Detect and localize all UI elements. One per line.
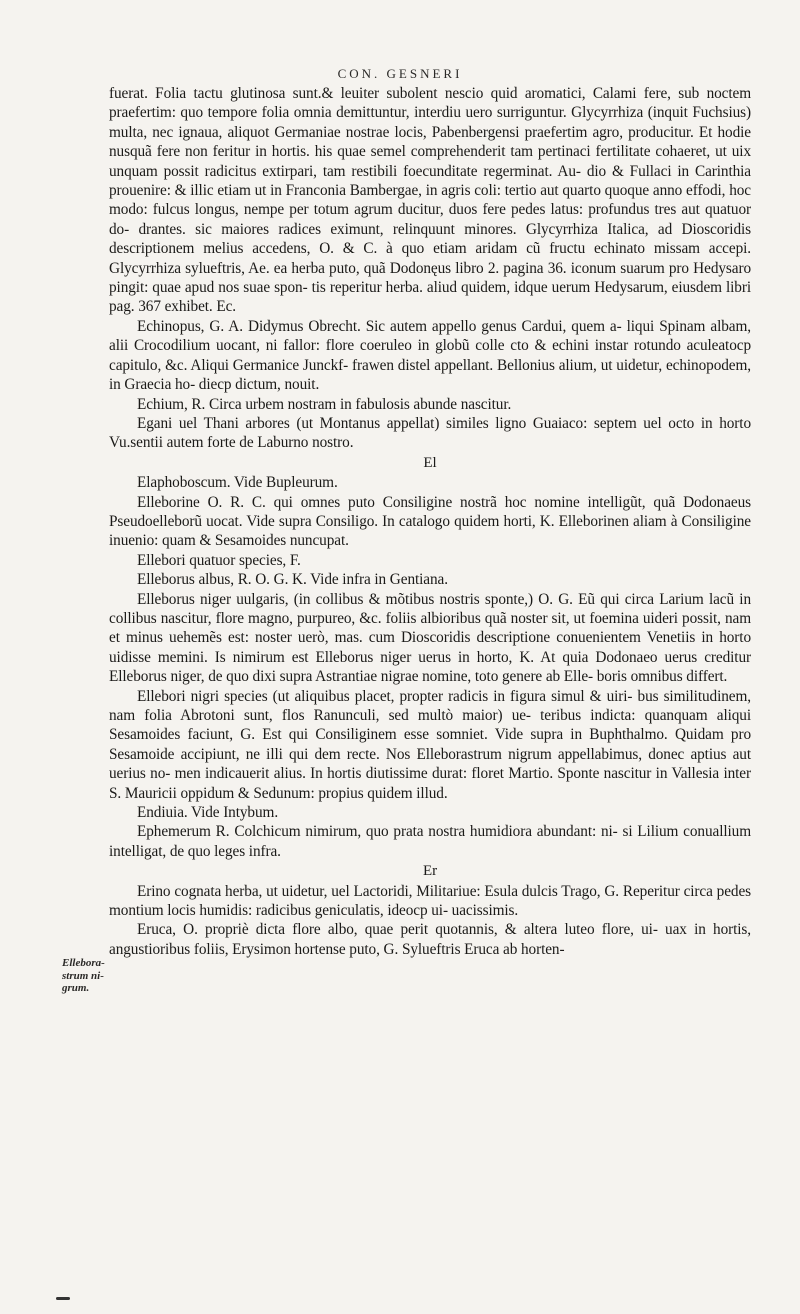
main-text <box>109 84 751 959</box>
marginal-note-line: grum. <box>62 982 90 995</box>
paragraph: Eruca, O. propriè dicta flore albo, quae perit quotannis, & altera luteo flore, ui- uax in hortis, angustioribus foliis, Erysimon hortense puto, G. Sylueftris Eruca ab horten- <box>109 921 751 958</box>
paragraph: fuerat. Folia tactu glutinosa sunt.& leuiter subolent nescio quid aromatici, Calami fere, sub noctem praefertim: quo tempore folia omnia demittuntur, interdiu uero surriguntur. Glycyrrhiza (inquit Fuchsius) multa, nec ignaua, aliquot Germaniae nostrae locis, Pabenbergensi praefertim agro, producitur. Et hodie nusquã fere non feritur in hortis. his quae semel comprehenderit tam pertinaci fertilitate cohaeret, ut uix unquam possit radicitus extirpari, tam restibili foecunditate regerminat. Au- dio & Fullaci in Carinthia prouenire: & illic etiam ut in Franconia Bambergae, in agris coli: tertio aut quarto quoque anno effodi, hoc modo: fulcus longus, nempe per totum agrum ducitur, duos fere pedes latus: profundus tres aut quatuor do- drantes. sic maiores radices eximunt, relinquunt minores. Glycyrrhiza Italica, ad Dioscoridis descriptionem melius accedens, O. & C. à quo etiam aridam cũ fructu echinato missam accepi. Glycyrrhiza sylueftris, Ae. ea herba puto, quã Dodonęus libro 2. pagina 36. iconum suarum pro Hedysaro pingit: quae apud nos suae spon- tis reperitur herba. aliud quidem, idque uerum Hedysarum, eiusdem libri pag. 367 exhibet. Ec. <box>109 85 751 316</box>
paragraph: Egani uel Thani arbores (ut Montanus appellat) similes ligno Guaiaco: septem uel octo in horto Vu.sentii autem forte de Laburno nostro. <box>109 414 751 452</box>
section-heading: Er <box>423 863 437 880</box>
marginal-note <box>62 957 108 995</box>
paragraph: Erino cognata herba, ut uidetur, uel Lactoridi, Militariue: Esula dulcis Trago, G. Reperitur circa pedes montium locis humidis: radicibus geniculatis, ideocp ui- uacissimis. <box>109 882 751 920</box>
section-heading: El <box>423 454 437 471</box>
paragraph: Ephemerum R. Colchicum nimirum, quo prata nostra humidiora abundant: ni- si Lilium conuallium intelligat, de quo leges infra. <box>109 823 751 860</box>
paragraph: Echium, R. Circa urbem nostram in fabulosis abunde nascitur. <box>137 395 512 413</box>
paragraph: Echinopus, G. A. Didymus Obrecht. Sic autem appello genus Cardui, quem a- liqui Spinam albam, alii Crocodilium uocant, ni fallor: flore coeruleo in globũ colle cto & echini instar rotundo aculeatocp capitulo, &c. Aliqui Germanice Junckf- frawen distel appellant. Bellonius alium, ut uidetur, echinopodem, in Graecia ho- diecp dictum, nouit. <box>109 317 751 394</box>
paragraph: Ellebori nigri species (ut aliquibus placet, propter radicis in figura simul & uiri- bus similitudinem, nam folia Abrotoni sunt, flos Ranunculi, sed multò maior) ue- teribus indicta: quanquam aliqui Sesamoides faciunt, G. Est qui Consiliginem esse somniet. Vide supra in Buphthalmo. Quidam pro Sesamoide accipiunt, ne illi qui dem recte. Nos Elleborastrum nigrum appellabimus, donec aptius aut uerius no- men indicauerit alius. In hortis diutissime durat: floret Martio. Sponte nascitur in Vallesia inter S. Mauricii oppidum & Sedunum: propius quidem illud. <box>109 687 751 802</box>
paragraph: Ellebori quatuor species, F. <box>137 551 301 569</box>
page-edge-mark <box>56 1297 70 1300</box>
marginal-note-line: strum ni- <box>62 969 104 982</box>
paragraph: Elaphoboscum. Vide Bupleurum. <box>137 474 338 492</box>
marginal-note-line: Ellebora- <box>62 957 105 969</box>
paragraph: Endiuia. Vide Intybum. <box>137 804 279 822</box>
paragraph: Elleborus albus, R. O. G. K. Vide infra in Gentiana. <box>137 571 448 589</box>
paragraph: Elleborus niger uulgaris, (in collibus & mõtibus nostris sponte,) O. G. Eũ qui circa Larium lacũ in collibus nascitur, flore magno, purpureo, &c. foliis albioribus quã noster sit, ut foemina uideri possit, nam et minus uehemẽs est: noster uerò, mas. cum Dioscoridis descriptione conuenientem Venetiis in horto uidisse memini. Is nimirum est Elleborus niger uerus in horto, K. At quia Dodonaeo uerus creditur Elleborus niger, de quo dixi supra Astrantiae nigrae nomine, toto genere ab Elle- boris omnibus differt. <box>109 590 751 686</box>
running-head: CON. GESNERI <box>337 66 463 81</box>
paragraph: Elleborine O. R. C. qui omnes puto Consiligine nostrã hoc nomine intelligũt, quã Dodonaeus Pseudoelleborũ uocat. Vide supra Consiligo. In catalogo quidem horti, K. Elleborinen aliam à Consiligine inuenio: quam & Sesamoides nuncupat. <box>109 493 751 550</box>
